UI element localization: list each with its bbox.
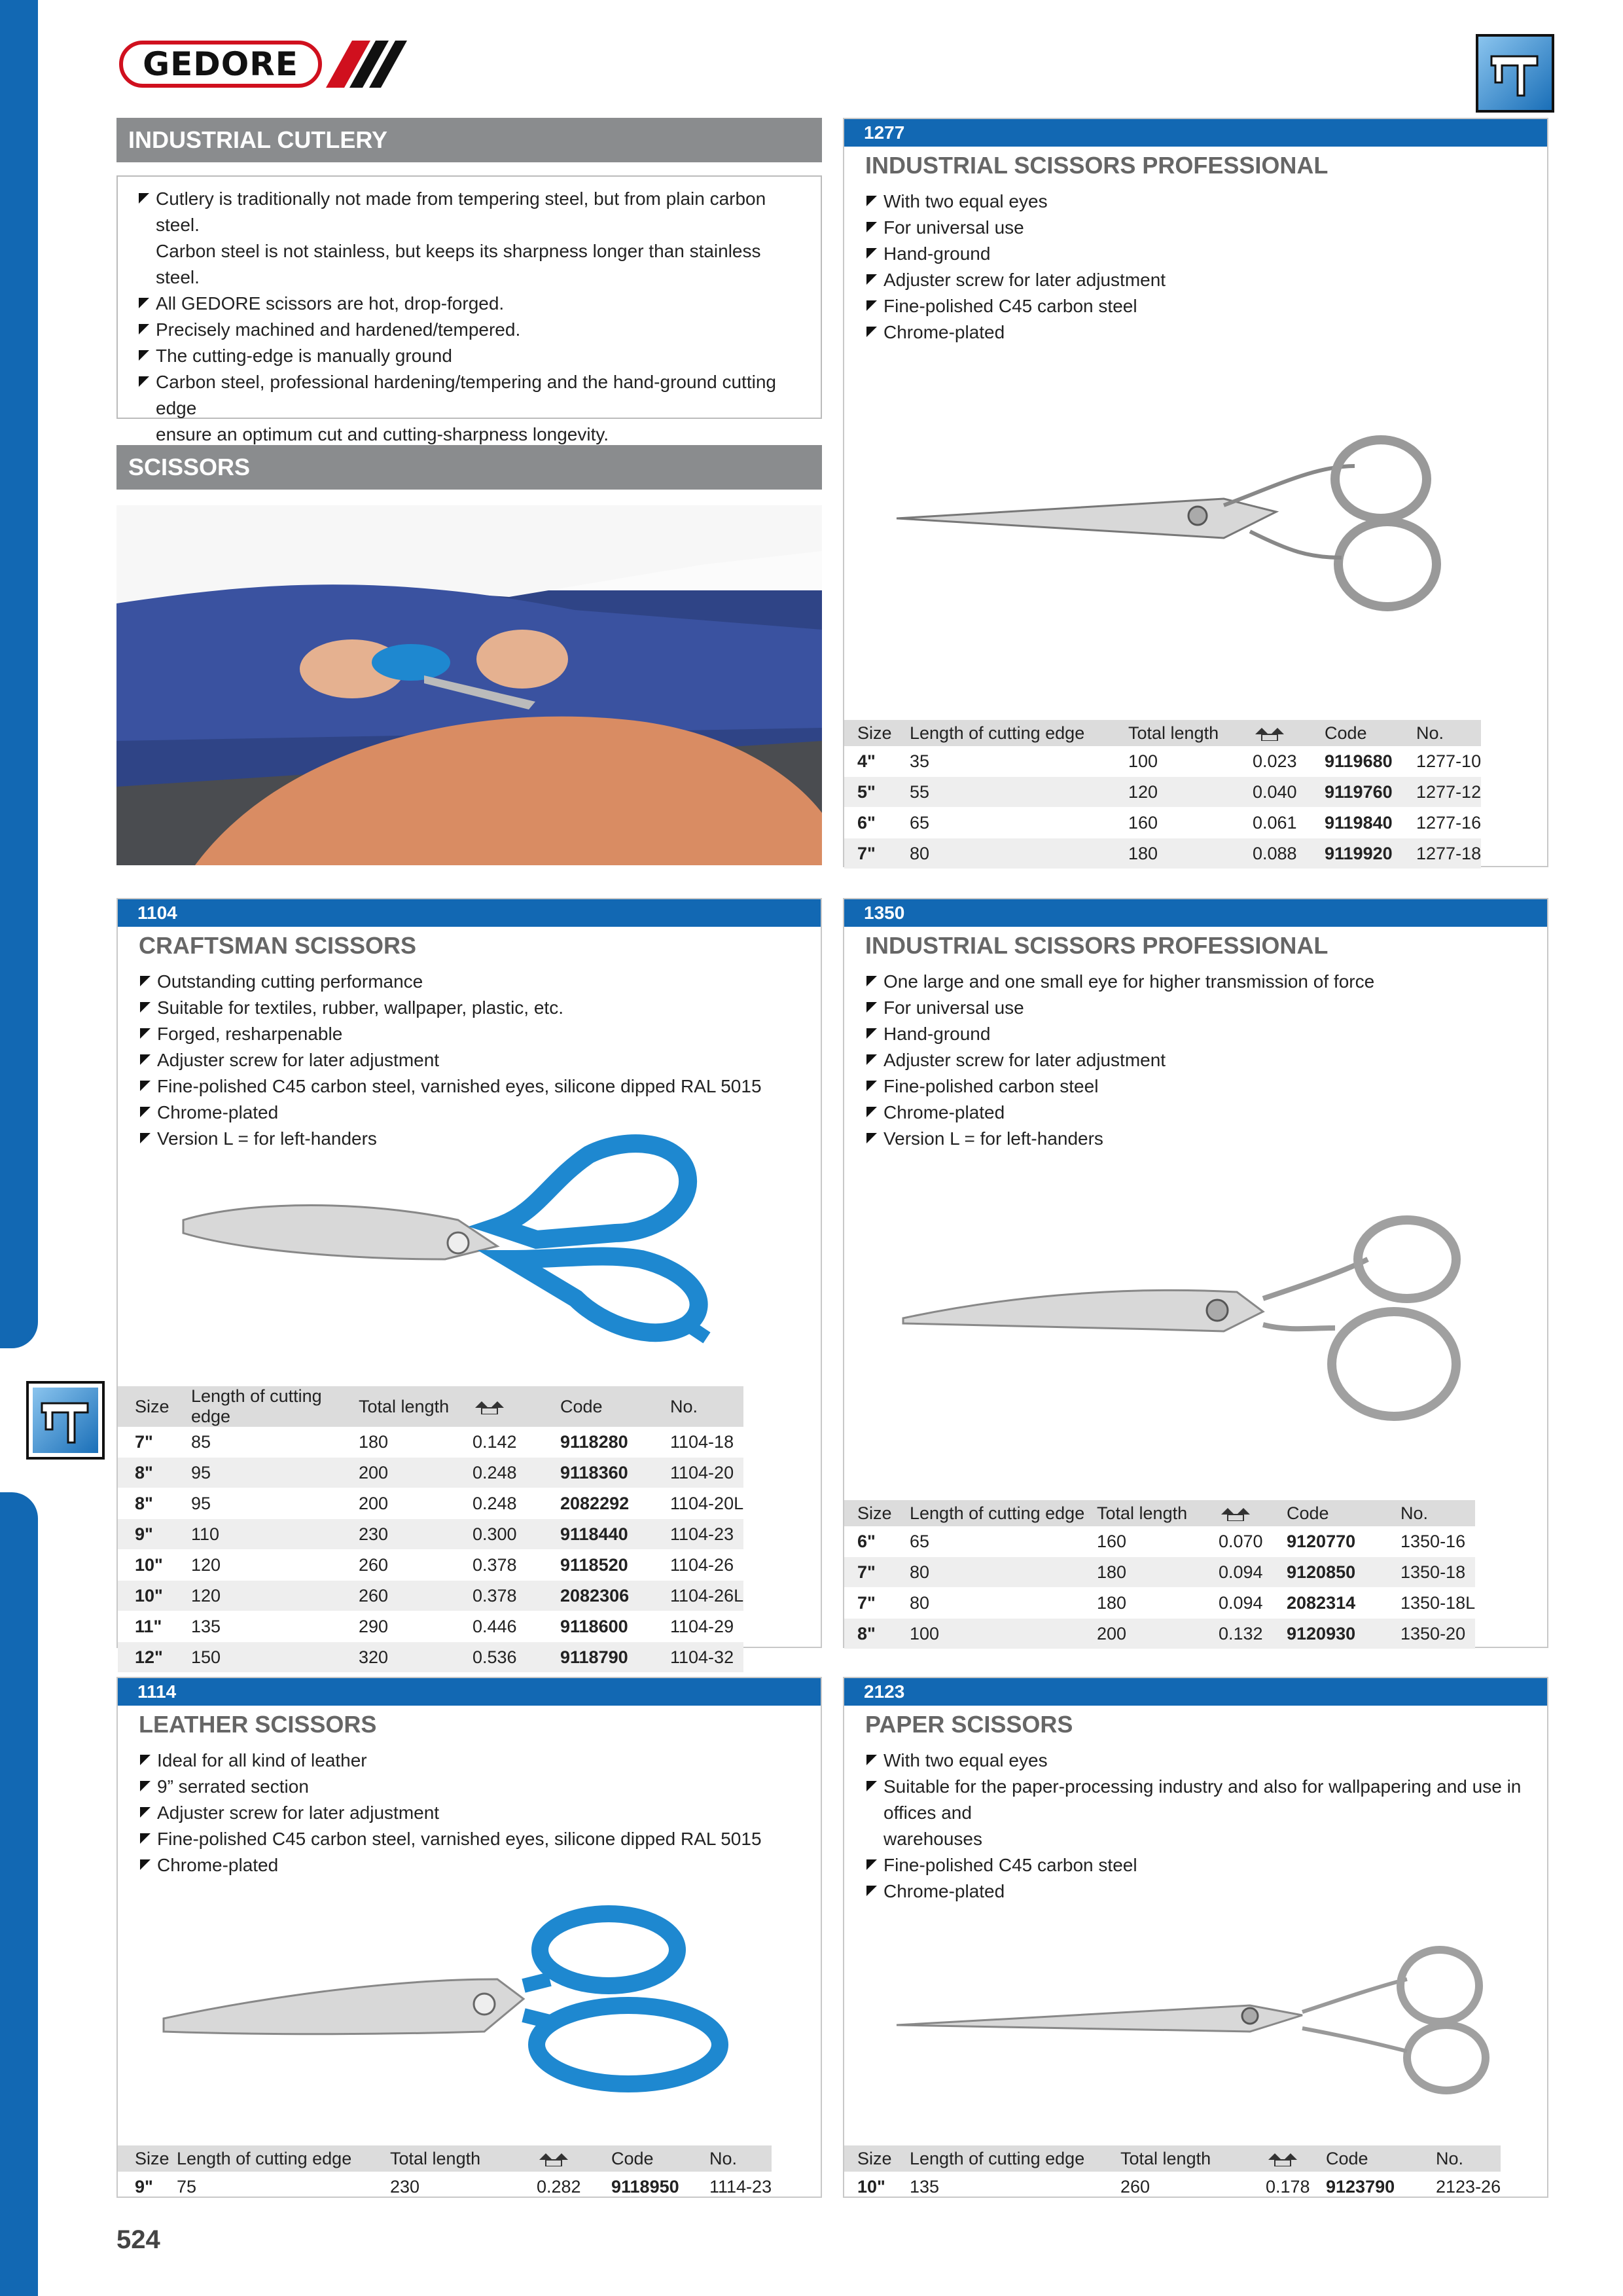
cell-length: 80 — [910, 838, 1128, 869]
cell-weight: 0.094 — [1219, 1588, 1287, 1619]
product-1350 — [843, 898, 1548, 1648]
cell-length: 100 — [910, 1619, 1097, 1649]
page-number: 524 — [116, 2225, 160, 2254]
feature-item: Outstanding cutting performance — [139, 969, 808, 995]
cell-size: 8" — [118, 1458, 191, 1488]
product-number: 1277 — [844, 119, 1547, 147]
intro-bullet: Carbon steel, professional hardening/tempering and the hand-ground cutting edge — [137, 369, 801, 422]
cell-no: 1350-18 — [1400, 1557, 1475, 1588]
cell-code: 9118600 — [560, 1611, 670, 1642]
cell-code: 9123790 — [1326, 2172, 1436, 2202]
cell-code: 9120930 — [1287, 1619, 1400, 1649]
col-size: Size — [118, 1386, 191, 1427]
feature-item: 9” serrated section — [139, 1774, 808, 1800]
feature-item: Chrome-plated — [865, 1100, 1534, 1126]
col-length: Length of cutting edge — [910, 1500, 1097, 1526]
cell-weight: 0.300 — [473, 1519, 560, 1550]
feature-list — [865, 188, 1534, 346]
feature-item: For universal use — [865, 215, 1534, 241]
table-row — [118, 2172, 772, 2202]
table-row — [118, 1581, 743, 1611]
section-title-industrial-cutlery: INDUSTRIAL CUTLERY — [116, 118, 822, 162]
spec-table — [118, 1386, 743, 1673]
cell-total: 160 — [1097, 1526, 1219, 1557]
table-row — [118, 1611, 743, 1642]
product-number: 1104 — [118, 899, 821, 927]
cell-size: 12" — [118, 1642, 191, 1673]
intro-bullet: All GEDORE scissors are hot, drop-forged. — [137, 291, 801, 317]
cell-code: 9119760 — [1325, 777, 1416, 808]
cell-total: 290 — [359, 1611, 473, 1642]
cell-total: 160 — [1128, 808, 1253, 838]
cell-weight: 0.178 — [1266, 2172, 1326, 2202]
feature-item: With two equal eyes — [865, 188, 1534, 215]
table-row — [118, 1550, 743, 1581]
col-total: Total length — [1097, 1500, 1219, 1526]
cell-weight: 0.040 — [1253, 777, 1325, 808]
cell-total: 260 — [359, 1550, 473, 1581]
weight-icon — [473, 1386, 560, 1427]
cell-length: 135 — [191, 1611, 359, 1642]
cell-total: 120 — [1128, 777, 1253, 808]
cell-code: 2082292 — [560, 1488, 670, 1519]
cell-length: 35 — [910, 746, 1128, 777]
cell-code: 9120770 — [1287, 1526, 1400, 1557]
cell-no: 1114-23 — [709, 2172, 772, 2202]
cell-length: 135 — [910, 2172, 1120, 2202]
feature-item-cont: warehouses — [883, 1829, 982, 1849]
feature-item: Fine-polished C45 carbon steel, varnished eyes, silicone dipped RAL 5015 — [139, 1826, 808, 1852]
cell-code: 9118360 — [560, 1458, 670, 1488]
cell-code: 2082306 — [560, 1581, 670, 1611]
product-number: 1350 — [844, 899, 1547, 927]
cell-weight: 0.248 — [473, 1458, 560, 1488]
caliper-icon — [26, 1381, 105, 1460]
feature-item: Adjuster screw for later adjustment — [865, 1047, 1534, 1073]
table-row — [118, 1642, 743, 1673]
col-code: Code — [1325, 720, 1416, 746]
cell-total: 230 — [390, 2172, 537, 2202]
col-length: Length of cutting edge — [910, 720, 1128, 746]
cell-code: 9120850 — [1287, 1557, 1400, 1588]
col-no: No. — [670, 1386, 743, 1427]
col-length: Length of cutting edge — [910, 2145, 1120, 2172]
spec-table — [118, 2145, 772, 2202]
col-total: Total length — [359, 1386, 473, 1427]
feature-list — [865, 969, 1534, 1152]
table-row — [844, 838, 1481, 869]
cell-weight: 0.070 — [1219, 1526, 1287, 1557]
cell-length: 80 — [910, 1588, 1097, 1619]
cell-weight: 0.088 — [1253, 838, 1325, 869]
cell-no: 1350-20 — [1400, 1619, 1475, 1649]
cell-length: 65 — [910, 808, 1128, 838]
cell-code: 9118520 — [560, 1550, 670, 1581]
product-title: PAPER SCISSORS — [865, 1711, 1073, 1738]
scissors-1114-image — [157, 1901, 772, 2104]
cell-weight: 0.132 — [1219, 1619, 1287, 1649]
spec-table — [844, 1500, 1475, 1649]
caliper-icon-corner — [1476, 34, 1554, 113]
product-title: INDUSTRIAL SCISSORS PROFESSIONAL — [865, 152, 1329, 179]
cell-total: 260 — [359, 1581, 473, 1611]
cell-no: 1104-26 — [670, 1550, 743, 1581]
cell-length: 120 — [191, 1581, 359, 1611]
table-row — [118, 1427, 743, 1458]
cell-no: 1350-18L — [1400, 1588, 1475, 1619]
feature-item: Forged, resharpenable — [139, 1021, 808, 1047]
product-1104 — [116, 898, 822, 1667]
cell-length: 85 — [191, 1427, 359, 1458]
cell-no: 1277-10 — [1416, 746, 1481, 777]
col-code: Code — [611, 2145, 709, 2172]
cell-size: 5" — [844, 777, 910, 808]
col-no: No. — [1400, 1500, 1475, 1526]
product-2123 — [843, 1677, 1548, 2198]
scissors-photo — [116, 505, 822, 865]
feature-item: Chrome-plated — [865, 1878, 1534, 1905]
cell-no: 2123-26 — [1436, 2172, 1501, 2202]
feature-item: Version L = for left-handers — [139, 1126, 808, 1152]
cell-size: 8" — [844, 1619, 910, 1649]
gedore-logo: GEDORE — [119, 41, 322, 88]
product-1277 — [843, 118, 1548, 867]
cell-weight: 0.378 — [473, 1581, 560, 1611]
col-total: Total length — [1120, 2145, 1266, 2172]
cell-size: 10" — [118, 1550, 191, 1581]
cell-weight: 0.536 — [473, 1642, 560, 1673]
col-code: Code — [1287, 1500, 1400, 1526]
cell-code: 9118950 — [611, 2172, 709, 2202]
cell-no: 1104-20L — [670, 1488, 743, 1519]
cell-total: 230 — [359, 1519, 473, 1550]
feature-list — [865, 1748, 1534, 1905]
col-size: Size — [844, 2145, 910, 2172]
intro-bullet: Precisely machined and hardened/tempered. — [137, 317, 801, 343]
cell-size: 8" — [118, 1488, 191, 1519]
cell-length: 80 — [910, 1557, 1097, 1588]
feature-item: Ideal for all kind of leather — [139, 1748, 808, 1774]
cell-length: 110 — [191, 1519, 359, 1550]
table-row — [844, 1619, 1475, 1649]
col-no: No. — [709, 2145, 772, 2172]
cell-length: 55 — [910, 777, 1128, 808]
cell-size: 7" — [844, 1588, 910, 1619]
table-row — [844, 1526, 1475, 1557]
intro-bullet-cont: Carbon steel is not stainless, but keeps its sharpness longer than stainless steel. — [156, 241, 761, 287]
section-title-scissors: SCISSORS — [116, 445, 822, 490]
logo-stripes — [326, 41, 411, 88]
col-length: Length of cutting edge — [177, 2145, 390, 2172]
spec-table — [844, 2145, 1501, 2202]
cell-weight: 0.248 — [473, 1488, 560, 1519]
table-row — [118, 1458, 743, 1488]
cell-no: 1350-16 — [1400, 1526, 1475, 1557]
feature-item: Fine-polished C45 carbon steel — [865, 293, 1534, 319]
cell-no: 1104-20 — [670, 1458, 743, 1488]
cell-total: 200 — [1097, 1619, 1219, 1649]
cell-length: 65 — [910, 1526, 1097, 1557]
cell-length: 75 — [177, 2172, 390, 2202]
cell-size: 9" — [118, 1519, 191, 1550]
scissors-1350-image — [897, 1213, 1499, 1423]
feature-item: Hand-ground — [865, 1021, 1534, 1047]
intro-bullet-cont: ensure an optimum cut and cutting-sharpness longevity. — [156, 424, 609, 444]
cell-no: 1104-29 — [670, 1611, 743, 1642]
table-row — [844, 2172, 1501, 2202]
feature-item: One large and one small eye for higher transmission of force — [865, 969, 1534, 995]
product-number: 2123 — [844, 1678, 1547, 1706]
feature-item: Chrome-plated — [139, 1100, 808, 1126]
cell-total: 320 — [359, 1642, 473, 1673]
feature-item: Chrome-plated — [139, 1852, 808, 1878]
cell-length: 150 — [191, 1642, 359, 1673]
product-title: INDUSTRIAL SCISSORS PROFESSIONAL — [865, 932, 1329, 959]
cell-weight: 0.061 — [1253, 808, 1325, 838]
table-row — [844, 746, 1481, 777]
cell-length: 95 — [191, 1488, 359, 1519]
table-row — [844, 808, 1481, 838]
col-size: Size — [844, 1500, 910, 1526]
col-code: Code — [1326, 2145, 1436, 2172]
col-total: Total length — [390, 2145, 537, 2172]
feature-item: Adjuster screw for later adjustment — [865, 267, 1534, 293]
feature-list — [139, 969, 808, 1152]
cell-no: 1104-26L — [670, 1581, 743, 1611]
intro-box — [116, 175, 822, 444]
col-code: Code — [560, 1386, 670, 1427]
feature-item: Suitable for textiles, rubber, wallpaper, plastic, etc. — [139, 995, 808, 1021]
weight-icon — [1219, 1500, 1287, 1526]
cell-total: 180 — [1097, 1557, 1219, 1588]
feature-item: Adjuster screw for later adjustment — [139, 1047, 808, 1073]
cell-total: 200 — [359, 1458, 473, 1488]
spec-table — [844, 720, 1481, 869]
cell-no: 1277-18 — [1416, 838, 1481, 869]
cell-weight: 0.282 — [537, 2172, 611, 2202]
scissors-1104-image — [170, 1128, 759, 1344]
cell-size: 6" — [844, 808, 910, 838]
feature-item: Fine-polished carbon steel — [865, 1073, 1534, 1100]
cell-weight: 0.142 — [473, 1427, 560, 1458]
weight-icon — [537, 2145, 611, 2172]
cell-code: 9119920 — [1325, 838, 1416, 869]
cell-size: 7" — [844, 1557, 910, 1588]
cell-total: 180 — [359, 1427, 473, 1458]
cell-no: 1277-12 — [1416, 777, 1481, 808]
feature-item: Suitable for the paper-processing industry and also for wallpapering and use in offices and — [865, 1774, 1534, 1826]
cell-code: 9118440 — [560, 1519, 670, 1550]
product-title: CRAFTSMAN SCISSORS — [139, 932, 417, 959]
cell-code: 9118790 — [560, 1642, 670, 1673]
col-size: Size — [118, 2145, 177, 2172]
feature-item: With two equal eyes — [865, 1748, 1534, 1774]
intro-bullet: Cutlery is traditionally not made from tempering steel, but from plain carbon steel. — [137, 186, 801, 238]
cell-no: 1104-23 — [670, 1519, 743, 1550]
cell-size: 7" — [118, 1427, 191, 1458]
product-1114 — [116, 1677, 822, 2198]
feature-item: For universal use — [865, 995, 1534, 1021]
weight-icon — [1253, 720, 1325, 746]
cell-total: 180 — [1097, 1588, 1219, 1619]
side-tab-bottom — [0, 1492, 38, 2296]
feature-item: Chrome-plated — [865, 319, 1534, 346]
cell-code: 2082314 — [1287, 1588, 1400, 1619]
feature-list — [139, 1748, 808, 1878]
cell-weight: 0.446 — [473, 1611, 560, 1642]
cell-weight: 0.378 — [473, 1550, 560, 1581]
cell-size: 10" — [844, 2172, 910, 2202]
cell-size: 6" — [844, 1526, 910, 1557]
product-title: LEATHER SCISSORS — [139, 1711, 377, 1738]
cell-size: 11" — [118, 1611, 191, 1642]
side-tab-top — [0, 0, 38, 1348]
cell-code: 9119680 — [1325, 746, 1416, 777]
cell-code: 9119840 — [1325, 808, 1416, 838]
feature-item: Version L = for left-handers — [865, 1126, 1534, 1152]
col-size: Size — [844, 720, 910, 746]
cell-total: 200 — [359, 1488, 473, 1519]
table-row — [118, 1488, 743, 1519]
cell-size: 7" — [844, 838, 910, 869]
feature-item: Fine-polished C45 carbon steel, varnished eyes, silicone dipped RAL 5015 — [139, 1073, 808, 1100]
col-no: No. — [1436, 2145, 1501, 2172]
table-row — [844, 1557, 1475, 1588]
cell-length: 120 — [191, 1550, 359, 1581]
table-row — [844, 777, 1481, 808]
cell-size: 9" — [118, 2172, 177, 2202]
feature-item: Fine-polished C45 carbon steel — [865, 1852, 1534, 1878]
cell-no: 1277-16 — [1416, 808, 1481, 838]
cell-size: 4" — [844, 746, 910, 777]
feature-item: Adjuster screw for later adjustment — [139, 1800, 808, 1826]
scissors-1277-image — [883, 427, 1486, 623]
col-length: Length of cutting edge — [191, 1386, 359, 1427]
col-total: Total length — [1128, 720, 1253, 746]
cell-total: 260 — [1120, 2172, 1266, 2202]
scissors-2123-image — [883, 1940, 1512, 2097]
cell-total: 180 — [1128, 838, 1253, 869]
product-number: 1114 — [118, 1678, 821, 1706]
cell-weight: 0.023 — [1253, 746, 1325, 777]
cell-size: 10" — [118, 1581, 191, 1611]
table-row — [844, 1588, 1475, 1619]
feature-item: Hand-ground — [865, 241, 1534, 267]
cell-weight: 0.094 — [1219, 1557, 1287, 1588]
cell-total: 100 — [1128, 746, 1253, 777]
cell-no: 1104-18 — [670, 1427, 743, 1458]
col-no: No. — [1416, 720, 1481, 746]
cell-length: 95 — [191, 1458, 359, 1488]
table-row — [118, 1519, 743, 1550]
cell-no: 1104-32 — [670, 1642, 743, 1673]
weight-icon — [1266, 2145, 1326, 2172]
cell-code: 9118280 — [560, 1427, 670, 1458]
intro-bullet: The cutting-edge is manually ground — [137, 343, 801, 369]
